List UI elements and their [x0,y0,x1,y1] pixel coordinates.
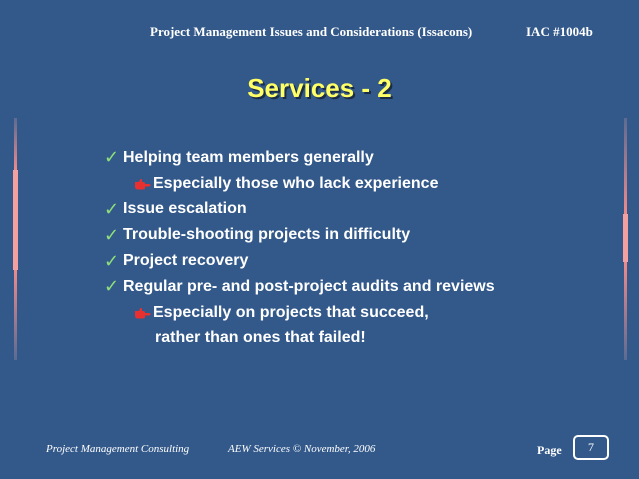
pointing-hand-icon [134,178,151,190]
check-icon: ✓ [104,250,120,272]
page-number: 7 [588,440,594,454]
bullet-text: Project recovery [123,252,249,270]
check-icon: ✓ [104,276,120,298]
left-decor-bar [14,270,17,360]
footer-company: Project Management Consulting [46,443,190,455]
check-icon: ✓ [104,147,120,169]
sub-bullet-item [104,300,495,326]
bullet-item [104,248,495,274]
bullet-continuation [104,326,495,352]
header-code: IAC #1004b [526,24,593,39]
left-decor-bar-highlight [13,170,18,270]
sub-bullet-item [104,171,495,197]
bullet-item [104,145,495,171]
bullet-item [104,274,495,300]
check-icon: ✓ [104,198,120,220]
left-decor-bar [14,118,17,170]
pointing-hand-icon [134,307,151,319]
page-number-box [573,435,609,460]
right-decor-bar [624,262,627,360]
bullet-text: rather than ones that failed! [155,329,366,347]
bullet-text: Trouble-shooting projects in difficulty [123,226,411,244]
bullet-text: Especially on projects that succeed, [153,303,429,321]
bullet-text: Helping team members generally [123,148,374,166]
footer-copyright: AEW Services © November, 2006 [228,443,376,455]
footer-page-label: Page [537,443,562,457]
bullet-item [104,197,495,223]
bullet-item [104,222,495,248]
right-decor-bar-highlight [623,214,628,262]
bullet-list [104,145,495,351]
bullet-text: Issue escalation [123,200,247,218]
right-decor-bar [624,118,627,214]
header-title: Project Management Issues and Considerations (Issacons) [150,24,473,39]
bullet-text: Regular pre- and post-project audits and reviews [123,277,495,295]
slide-title: Services - 2 [247,73,392,103]
bullet-text: Especially those who lack experience [153,174,439,192]
check-icon: ✓ [104,224,120,246]
